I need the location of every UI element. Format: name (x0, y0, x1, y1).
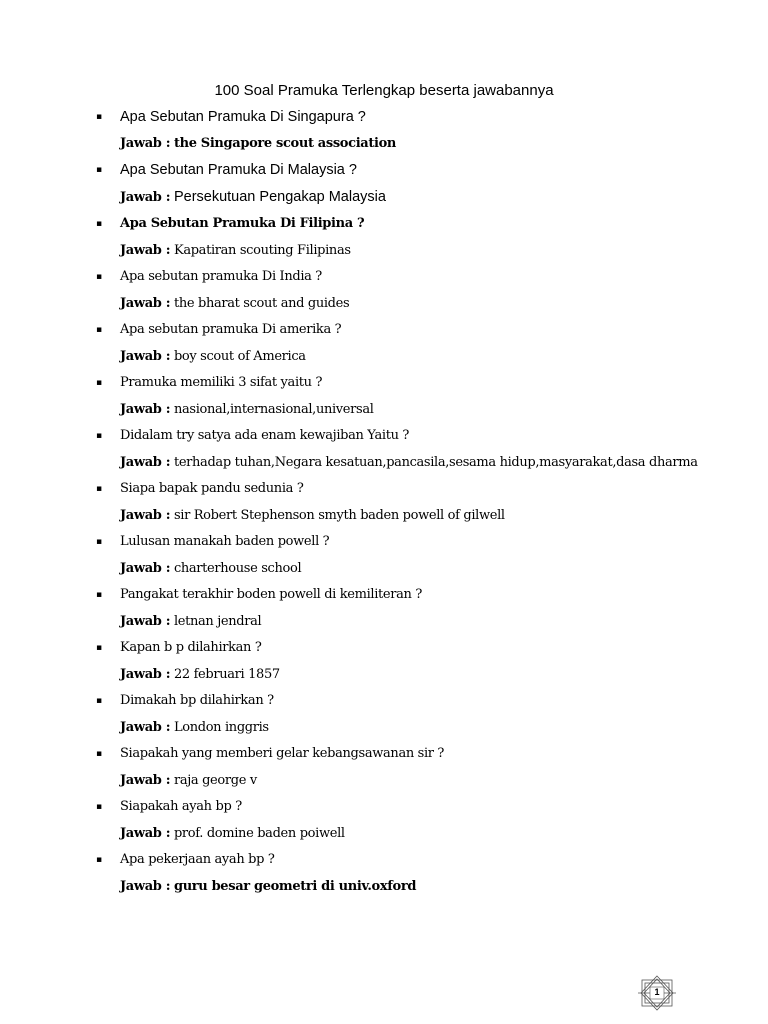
answer (96, 821, 716, 848)
answer (96, 768, 716, 795)
answer (96, 609, 716, 636)
bullet-icon: ▪ (96, 112, 103, 122)
question-text: Siapakah ayah bp ? (120, 799, 242, 814)
qa-item (96, 638, 716, 688)
qa-item (96, 107, 716, 157)
question (96, 797, 716, 824)
answer (96, 397, 716, 424)
answer (96, 662, 716, 689)
qa-list (96, 107, 716, 903)
question-text: Pramuka memiliki 3 sifat yaitu ? (120, 375, 323, 390)
answer-label: Jawab : (120, 772, 171, 788)
qa-item (96, 797, 716, 847)
answer-text: boy scout of America (173, 348, 306, 364)
answer-label: Jawab : (120, 507, 171, 523)
answer (96, 503, 716, 530)
answer-text: Kapatiran scouting Filipinas (173, 242, 351, 258)
answer-label: Jawab : (120, 295, 171, 311)
question-text: Apa sebutan pramuka Di India ? (120, 269, 322, 284)
answer-text: letnan jendral (173, 613, 262, 629)
bullet-icon: ▪ (96, 749, 102, 759)
answer-label: Jawab : (120, 719, 171, 735)
answer-text: raja george v (173, 772, 257, 788)
question-text: Dimakah bp dilahirkan ? (120, 693, 274, 708)
answer-label: Jawab : (120, 242, 171, 258)
question-text: Kapan b p dilahirkan ? (120, 640, 262, 655)
answer-label: Jawab : (120, 878, 171, 894)
answer-label: Jawab : (120, 560, 171, 576)
page-number: 1 (654, 987, 660, 997)
question (96, 267, 716, 294)
answer (96, 238, 716, 265)
bullet-icon: ▪ (96, 643, 102, 653)
answer-text: 22 februari 1857 (173, 666, 280, 682)
bullet-icon: ▪ (96, 590, 102, 600)
qa-item (96, 850, 716, 900)
answer-label: Jawab : (120, 666, 171, 682)
answer-text: charterhouse school (173, 560, 302, 576)
answer-label: Jawab : (120, 189, 171, 205)
qa-item (96, 691, 716, 741)
question-text: Apa Sebutan Pramuka Di Singapura ? (120, 109, 366, 125)
bullet-icon: ▪ (96, 165, 103, 175)
qa-item (96, 214, 716, 264)
bullet-icon: ▪ (96, 696, 102, 706)
answer-text: sir Robert Stephenson smyth baden powell of gilwell (173, 507, 505, 523)
question (96, 373, 716, 400)
question-text: Siapakah yang memberi gelar kebangsawanan sir ? (120, 746, 445, 761)
question-text: Lulusan manakah baden powell ? (120, 534, 330, 549)
bullet-icon: ▪ (96, 219, 102, 229)
page-number-badge (636, 975, 678, 1011)
question (96, 214, 716, 241)
question (96, 160, 716, 187)
answer-text: London inggris (173, 719, 269, 735)
document-title: 100 Soal Pramuka Terlengkap beserta jawabannya (214, 82, 554, 99)
answer-text: Persekutuan Pengakap Malaysia (173, 188, 386, 205)
answer-label: Jawab : (120, 825, 171, 841)
qa-item (96, 532, 716, 582)
answer (96, 715, 716, 742)
question-text: Didalam try satya ada enam kewajiban Yaitu ? (120, 428, 410, 443)
answer-text: prof. domine baden poiwell (173, 825, 345, 841)
question (96, 744, 716, 771)
answer-label: Jawab : (120, 135, 171, 151)
question (96, 479, 716, 506)
qa-item (96, 426, 716, 476)
answer (96, 184, 716, 212)
answer-text: nasional,internasional,universal (173, 401, 374, 417)
bullet-icon: ▪ (96, 537, 102, 547)
question (96, 426, 716, 453)
qa-item (96, 744, 716, 794)
answer-label: Jawab : (120, 613, 171, 629)
answer-label: Jawab : (120, 401, 171, 417)
answer-text: the Singapore scout association (173, 135, 397, 151)
question-text: Pangakat terakhir boden powell di kemiliteran ? (120, 587, 422, 602)
answer (96, 131, 716, 158)
answer (96, 450, 716, 477)
answer (96, 344, 716, 371)
question-text: Apa Sebutan Pramuka Di Filipina ? (120, 216, 365, 231)
question-text: Apa sebutan pramuka Di amerika ? (120, 322, 342, 337)
question (96, 850, 716, 877)
answer-text: guru besar geometri di univ.oxford (173, 878, 417, 894)
answer (96, 556, 716, 583)
bullet-icon: ▪ (96, 855, 102, 865)
qa-item (96, 479, 716, 529)
answer (96, 874, 716, 901)
qa-item (96, 320, 716, 370)
question (96, 107, 716, 134)
bullet-icon: ▪ (96, 431, 102, 441)
question (96, 585, 716, 612)
bullet-icon: ▪ (96, 378, 102, 388)
bullet-icon: ▪ (96, 272, 102, 282)
answer-text: the bharat scout and guides (173, 295, 350, 311)
question (96, 691, 716, 718)
bullet-icon: ▪ (96, 484, 102, 494)
question-text: Apa Sebutan Pramuka Di Malaysia ? (120, 162, 357, 178)
question (96, 532, 716, 559)
answer (96, 291, 716, 318)
question-text: Apa pekerjaan ayah bp ? (120, 852, 275, 867)
answer-text: terhadap tuhan,Negara kesatuan,pancasila,sesama hidup,masyarakat,dasa dharma (173, 454, 698, 470)
question (96, 638, 716, 665)
bullet-icon: ▪ (96, 802, 102, 812)
bullet-icon: ▪ (96, 325, 102, 335)
answer-label: Jawab : (120, 454, 171, 470)
question-text: Siapa bapak pandu sedunia ? (120, 481, 304, 496)
qa-item (96, 160, 716, 211)
qa-item (96, 585, 716, 635)
question (96, 320, 716, 347)
qa-item (96, 267, 716, 317)
qa-item (96, 373, 716, 423)
answer-label: Jawab : (120, 348, 171, 364)
